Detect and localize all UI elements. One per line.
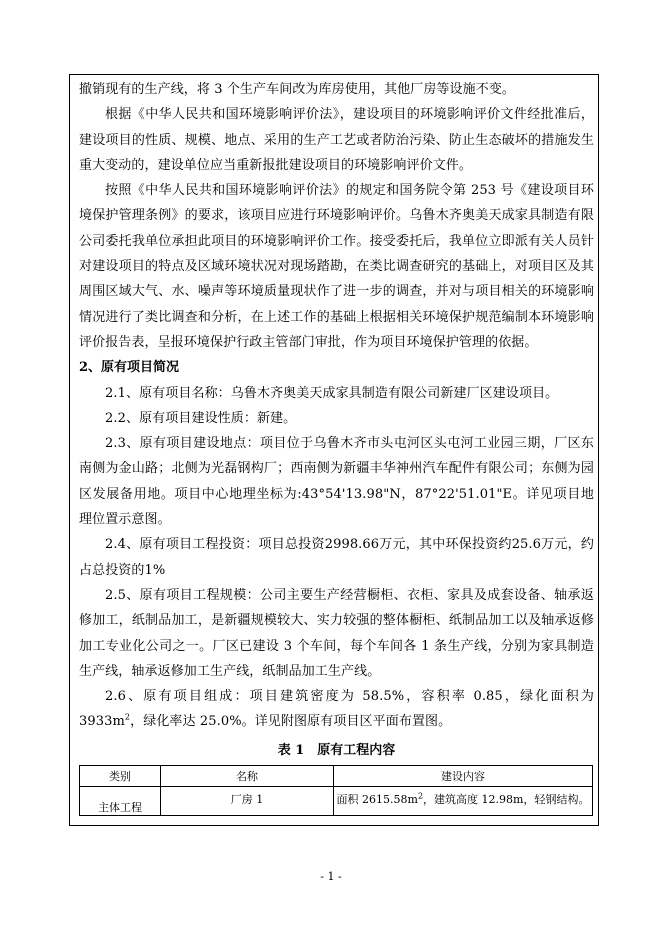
item-project-name: 2.1、原有项目名称：乌鲁木齐奥美天成家具制造有限公司新建厂区建设项目。 xyxy=(105,385,559,401)
page-number: - 1 - xyxy=(320,870,342,883)
item-project-scale: 2.5、原有项目工程规模：公司主要生产经营橱柜、衣柜、家具及成套设备、轴承返修加工，纸制品加工，是新疆规模较大、实力较强的整体橱柜、纸制品加工以及轴承返修加工专业化公司之一。厂区已建设 3 个车间，每个车间各 1 条生产线，分别为家具制造生产线，轴承返修加工生产线，纸制品加工生产线。 xyxy=(79,587,594,679)
composition-text-b: ，绿化率达 25.0%。详见附图原有项目区平面布置图。 xyxy=(130,714,452,730)
item-project-composition xyxy=(79,684,594,735)
area-unit-superscript: 2 xyxy=(124,713,131,723)
content-text-b: ，建筑高度 12.98m，轻钢结构。 xyxy=(423,792,590,806)
item-project-location: 2.3、原有项目建设地点：项目位于乌鲁木齐市头屯河区头屯河工业园三期，厂区东南侧为金山路；北侧为光磊钢构厂；西南侧为新疆丰华神州汽车配件有限公司；东侧为园区发展备用地。项目中心地理坐标为:43°54'13.98"N，87°22'51.01"E。详见项目地理位置示意图。 xyxy=(79,436,594,528)
composition-text-a: 2.6、原有项目组成：项目建筑密度为 58.5%，容积率 0.85，绿化面积为 3933m xyxy=(79,689,594,730)
item-project-investment: 2.4、原有项目工程投资：项目总投资2998.66万元，其中环保投资约25.6万元，约占总投资的1% xyxy=(79,537,594,578)
table-caption: 表 1 原有工程内容 xyxy=(277,742,396,758)
content-superscript: 2 xyxy=(417,791,424,801)
item-project-nature: 2.2、原有项目建设性质：新建。 xyxy=(105,410,297,426)
document-body xyxy=(79,77,594,816)
cell-category: 主体工程 xyxy=(80,786,161,815)
paragraph-continuation: 撤销现有的生产线，将 3 个生产车间改为库房使用，其他厂房等设施不变。 xyxy=(79,82,516,97)
table-row xyxy=(80,786,593,815)
cell-content xyxy=(334,786,593,815)
paragraph-assessment-task: 按照《中华人民共和国环境影响评价法》的规定和国务院令第 253 号《建设项目环境保护管理条例》的要求，该项目应进行环境影响评价。乌鲁木齐奥美天成家具制造有限公司委托我单位承担此项目的环境影响评价工作。接受委托后，我单位立即派有关人员针对建设项目的特点及区域环境状况对现场踏勘，在类比调查研究的基础上，对项目区及其周围区域大气、水、噪声等环境质量现状作了进一步的调查，并对与项目相关的环境影响情况进行了类比调查和分析，在上述工作的基础上根据相关环境保护规范编制本环境影响评价报告表，呈报环境保护行政主管部门审批，作为项目环境保护管理的依据。 xyxy=(79,183,594,350)
cell-name: 厂房 1 xyxy=(161,786,334,815)
section-heading: 2、原有项目简况 xyxy=(79,360,180,376)
header-content: 建设内容 xyxy=(334,765,593,786)
content-text-a: 面积 2615.58m xyxy=(336,792,418,806)
table-header-row xyxy=(80,765,593,786)
original-project-table xyxy=(79,765,593,816)
header-name: 名称 xyxy=(161,765,334,786)
header-category: 类别 xyxy=(80,765,161,786)
paragraph-law-basis: 根据《中华人民共和国环境影响评价法》，建设项目的环境影响评价文件经批准后，建设项目的性质、规模、地点、采用的生产工艺或者防治污染、防止生态破坏的措施发生重大变动的，建设单位应当重新报批建设项目的环境影响评价文件。 xyxy=(79,107,594,173)
